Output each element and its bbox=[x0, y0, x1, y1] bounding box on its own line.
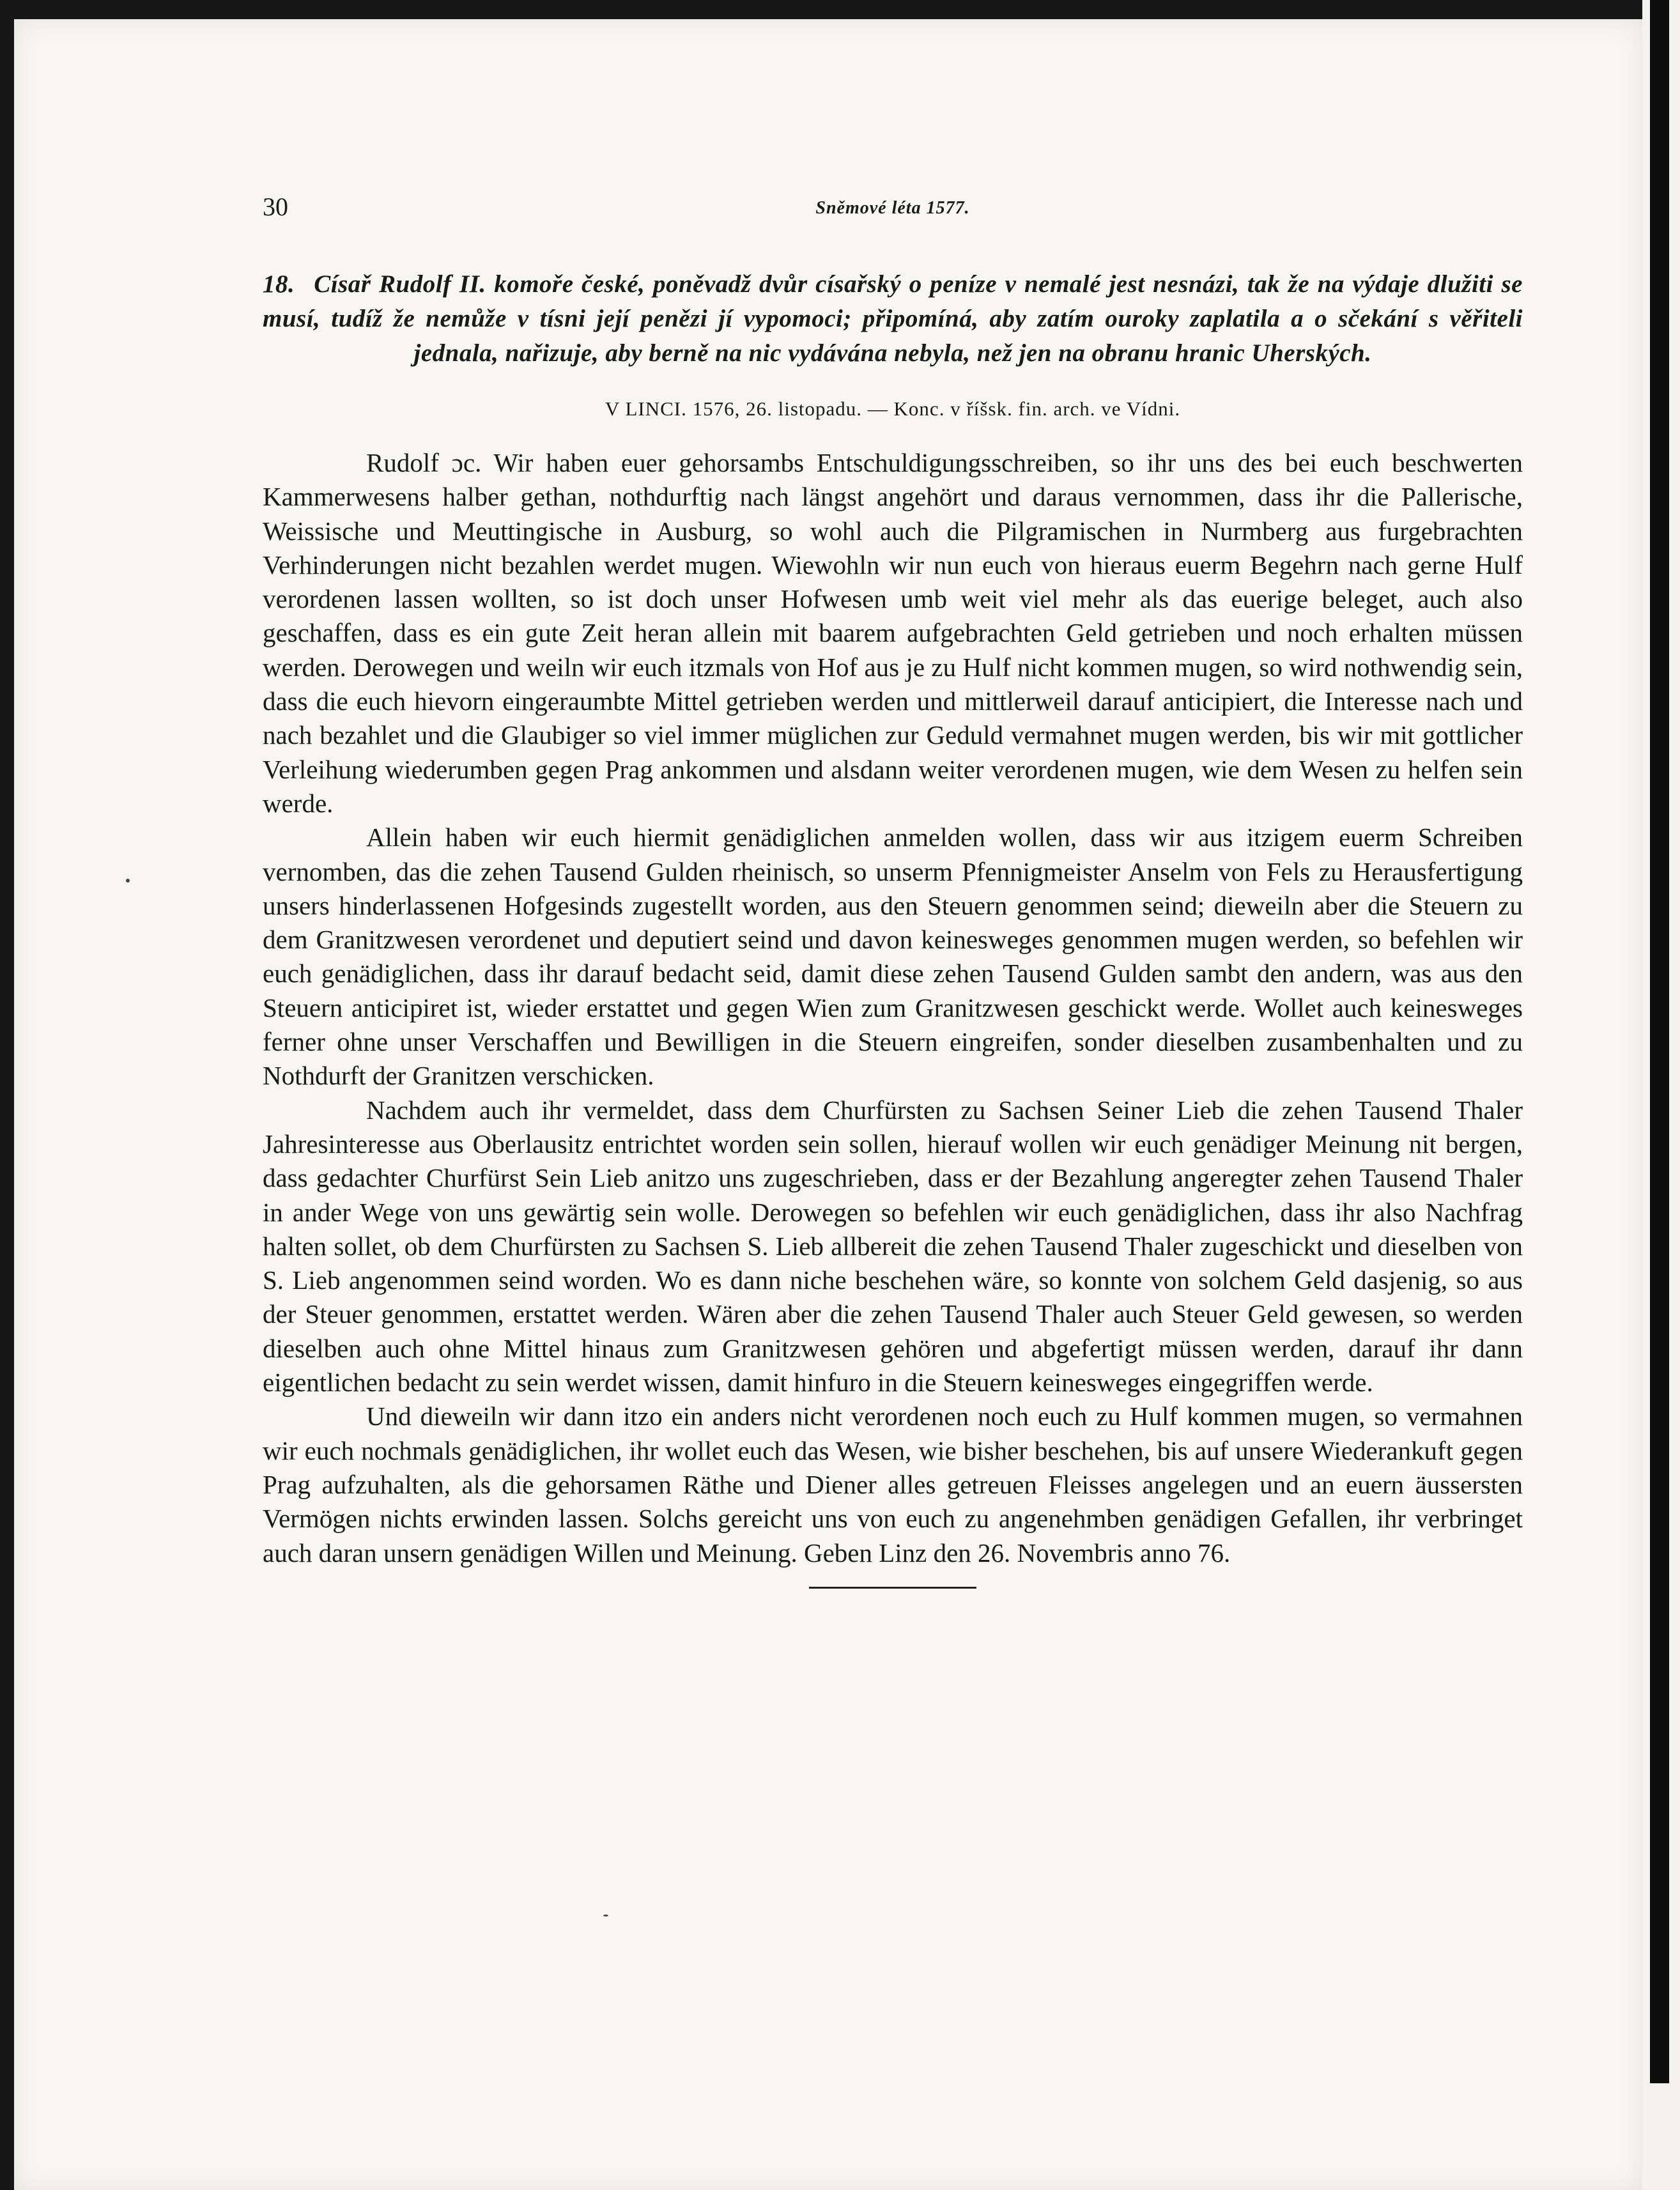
end-rule bbox=[809, 1587, 976, 1589]
running-head bbox=[263, 192, 1523, 236]
document-number: 18. bbox=[263, 270, 295, 298]
body-paragraph: Nachdem auch ihr vermeldet, dass dem Churfürsten zu Sachsen Seiner Lieb die zehen Tausend Thaler Jahresinteresse aus Oberlausitz entrichtet worden sein sollen, hierauf wollen wir euch genädiger Meinung nit bergen, dass gedachter Churfürst Sein Lieb anitzo uns zugeschrieben, dass er der Bezahlung angeregter zehen Tausend Thaler in ander Wege von uns gewärtig sein wolle. Derowegen so befehlen wir euch genädiglichen, dass ihr also Nachfrag halten sollet, ob dem Churfürsten zu Sachsen S. Lieb allbereit die zehen Tausend Thaler zugeschickt und dieselben von S. Lieb angenommen seind worden. Wo es dann niche beschehen wäre, so konnte von solchem Geld dasjenig, so aus der Steuer genommen, erstattet werden. Wären aber die zehen Tausend Thaler auch Steuer Geld gewesen, so werden dieselben auch ohne Mittel hinaus zum Granitzwesen gehören und abgefertigt müssen werden, darauf ihr dann eigentlichen bedacht zu sein werdet wissen, damit hinfuro in die Steuern keinesweges eingegriffen werde. bbox=[263, 1095, 1523, 1398]
document-source-line: V LINCI. 1576, 26. listopadu. — Konc. v říšsk. fin. arch. ve Vídni. bbox=[605, 397, 1181, 420]
running-title: Sněmové léta 1577. bbox=[815, 198, 970, 218]
page-number: 30 bbox=[263, 192, 288, 221]
document-heading-text: Císař Rudolf II. komoře české, poněvadž dvůr císařský o peníze v nemalé jest nesnázi, tak že na výdaje dlužiti se musí, tudíž že nemůže v tísni její penězi jí vypomoci; připomíná, aby zatím ouroky zaplatila a o sčekání s věřiteli jednala, nařizuje, aby berně na nic vydávána nebyla, než jen na obranu hranic Uherských. bbox=[263, 270, 1523, 367]
ink-speck bbox=[126, 879, 130, 883]
page-content bbox=[263, 192, 1523, 1589]
body-paragraph: Und dieweiln wir dann itzo ein anders nicht verordenen noch euch zu Hulf kommen mugen, so vermahnen wir euch nochmals genädiglichen, ihr wollet euch das Wesen, wie bisher beschehen, bis auf unsere Wiederankuft gegen Prag aufzuhalten, als die gehorsamen Räthe und Diener alles getreuen Fleisses angelegen und an euern äussersten Vermögen nichts erwinden lassen. Solchs gereicht uns von euch zu angenehmben genädigen Gefallen, ihr verbringet auch daran unsern genädigen Willen und Meinung. Geben Linz den 26. Novembris anno 76. bbox=[263, 1401, 1523, 1568]
binding-shadow bbox=[1650, 0, 1669, 2083]
document-body bbox=[263, 446, 1523, 1570]
ink-speck bbox=[603, 1915, 608, 1916]
document-heading bbox=[263, 267, 1523, 371]
body-paragraph: Rudolf ɔc. Wir haben euer gehorsambs Entschuldigungsschreiben, so ihr uns des bei euch beschwerten Kammerwesens halber gethan, nothdurftig nach längst angehört und daraus vernommen, dass ihr die Pallerische, Weissische und Meuttingische in Ausburg, so wohl auch die Pilgramischen in Nurmberg aus furgebrachten Verhinderungen nicht bezahlen werdet mugen. Wiewohln wir nun euch von hieraus euerm Begehrn nach gerne Hulf verordenen lassen wollten, so ist doch unser Hofwesen umb weit viel mehr als das euerige beleget, auch also geschaffen, dass es ein gute Zeit heran allein mit baarem aufgebrachten Geld getrieben und noch erhalten müssen werden. Derowegen und weiln wir euch itzmals von Hof aus je zu Hulf nicht kommen mugen, so wird nothwendig sein, dass die euch hievorn eingeraumbte Mittel getrieben werden und mittlerweil darauf anticipiert, die Interesse nach und nach bezahlet und die Glaubiger so viel immer müglichen zur Geduld vermahnet mugen werden, bis wir mit gottlicher Verleihung wiederumben gegen Prag ankommen und alsdann weiter verordenen mugen, wie dem Wesen zu helfen sein werde. bbox=[263, 448, 1523, 818]
body-paragraph: Allein haben wir euch hiermit genädiglichen anmelden wollen, dass wir aus itzigem euerm Schreiben vernomben, das die zehen Tausend Gulden rheinisch, so unserm Pfennigmeister Anselm von Fels zu Herausfertigung unsers hinderlassenen Hofgesinds zugestellt worden, aus den Steuern genommen seind; dieweiln aber die Steuern zu dem Granitzwesen verordenet und deputiert seind und davon keinesweges genommen mugen werden, so befehlen wir euch genädiglichen, dass ihr darauf bedacht seid, damit diese zehen Tausend Gulden sambt den andern, was aus den Steuern anticipiret ist, wieder erstattet und gegen Wien zum Granitzwesen geschickt werde. Wollet auch keinesweges ferner ohne unser Verschaffen und Bewilligen in die Steuern eingreifen, sonder dieselben zusambenhalten und zu Nothdurft der Granitzen verschicken. bbox=[263, 822, 1523, 1091]
